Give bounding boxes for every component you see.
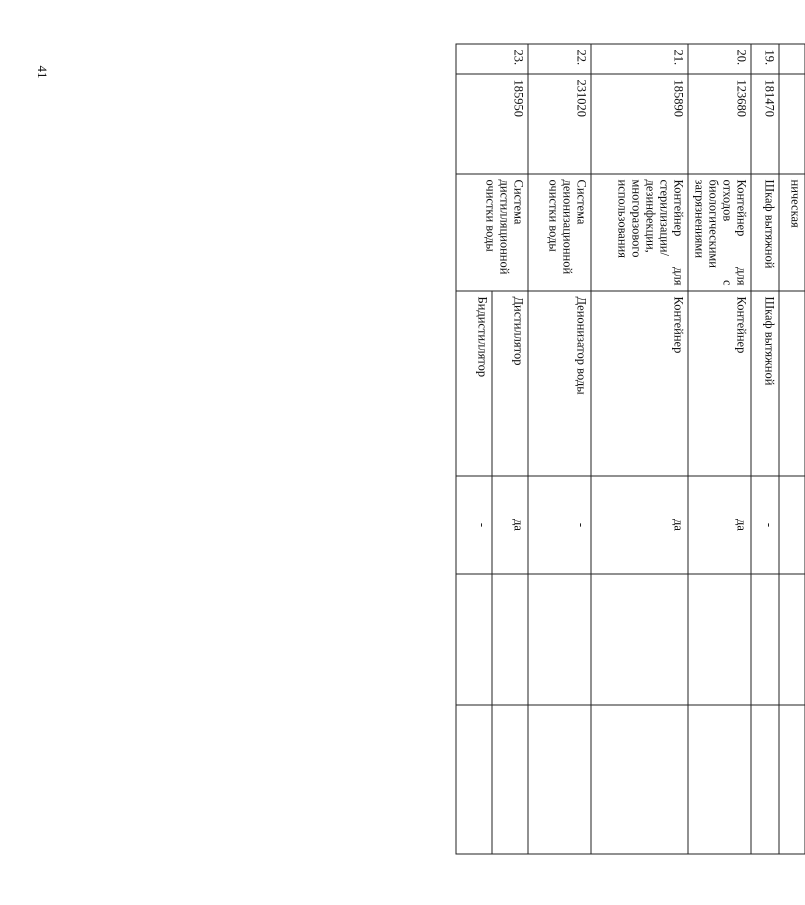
cell-flag: да [492, 476, 528, 574]
cell-num: 20. [688, 44, 751, 74]
cell-code: 185950 [456, 74, 528, 174]
cell-extra1 [591, 574, 688, 705]
table-row-22 [528, 44, 591, 854]
cell-num [779, 44, 805, 74]
cell-extra1 [492, 574, 528, 705]
cell-flag: да [688, 476, 751, 574]
cell-extra1 [688, 574, 751, 705]
page-number: 41 [35, 65, 50, 79]
cell-num: 23. [456, 44, 528, 74]
cell-extra2 [591, 705, 688, 854]
cell-equipment: Контейнер [688, 291, 751, 476]
cell-equipment: Шкаф вытяжной [751, 291, 779, 476]
cell-name: Система деионизационной очистки воды [528, 174, 591, 291]
cell-name: Контейнер для отходов с биологическими загрязнениями [688, 174, 751, 291]
cell-extra2 [751, 705, 779, 854]
cell-extra2 [492, 705, 528, 854]
cell-name: Контейнер для стерилизации/дезинфекции, многоразового использования [591, 174, 688, 291]
cell-name: ническая [779, 174, 805, 291]
cell-code: 231020 [528, 74, 591, 174]
cell-flag: - [528, 476, 591, 574]
cell-equipment: Бидистиллятор [456, 291, 492, 476]
cell-num: 22. [528, 44, 591, 74]
cell-flag: - [751, 476, 779, 574]
cell-equipment [779, 291, 805, 476]
cell-name: Система дистилляционной очистки воды [456, 174, 528, 291]
cell-extra2 [456, 705, 492, 854]
cell-extra2 [779, 705, 805, 854]
cell-flag: да [591, 476, 688, 574]
cell-num: 19. [751, 44, 779, 74]
cell-code: 181470 [751, 74, 779, 174]
cell-code: 185890 [591, 74, 688, 174]
table-row-21 [591, 44, 688, 854]
cell-extra1 [456, 574, 492, 705]
cell-extra1 [751, 574, 779, 705]
cell-extra1 [528, 574, 591, 705]
cell-extra1 [779, 574, 805, 705]
table-row-23 [492, 44, 528, 854]
cell-equipment: Дистиллятор [492, 291, 528, 476]
cell-equipment: Контейнер [591, 291, 688, 476]
table-row-20 [688, 44, 751, 854]
cell-equipment: Деионизатор воды [528, 291, 591, 476]
table-row-19 [751, 44, 779, 854]
cell-flag [779, 476, 805, 574]
cell-flag: - [456, 476, 492, 574]
table-row-continuation [779, 44, 805, 854]
cell-extra2 [528, 705, 591, 854]
rotated-table-wrapper [456, 44, 805, 854]
cell-name: Шкаф вытяжной [751, 174, 779, 291]
cell-code [779, 74, 805, 174]
equipment-table [455, 44, 805, 855]
cell-num: 21. [591, 44, 688, 74]
cell-code: 123680 [688, 74, 751, 174]
cell-extra2 [688, 705, 751, 854]
